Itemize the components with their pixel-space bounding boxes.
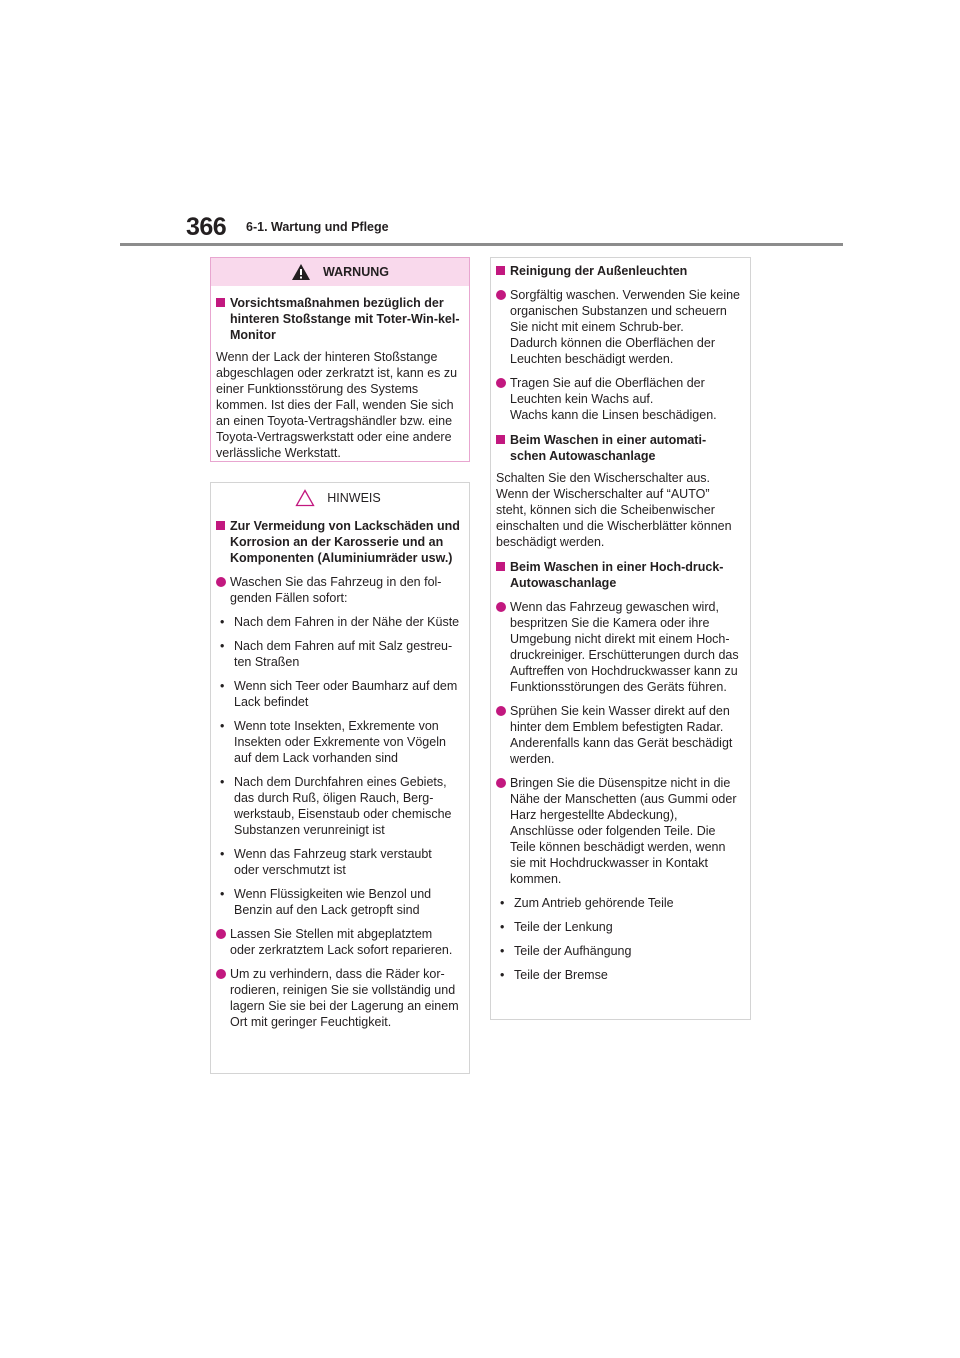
round-bullet-icon <box>496 778 506 788</box>
instruction-bullet: Wenn das Fahrzeug gewaschen wird, bespritzen Sie die Kamera oder ihre Umgebung nicht direkt mit einem Hoch-druckreiniger. Erschütterungen durch das Auftreffen von Hochdruckwasser kann zu Funktionsstörungen des Geräts führen. <box>496 599 741 695</box>
section-heading: Reinigung der Außenleuchten <box>496 263 741 279</box>
notice-label: HINWEIS <box>327 491 381 505</box>
header-divider <box>120 243 843 246</box>
warning-triangle-icon <box>291 263 311 281</box>
sub-list-item: • Nach dem Durchfahren eines Gebiets, das durch Ruß, öligen Rauch, Berg-werkstaub, Eisenstaub oder chemische Substanzen verunreinigt ist <box>220 775 452 837</box>
sub-list-item: • Nach dem Fahren in der Nähe der Küste <box>220 615 460 629</box>
round-bullet-icon <box>496 602 506 612</box>
warning-text: Wenn der Lack der hinteren Stoßstange abgeschlagen oder zerkratzt ist, kann es zu einer Funktionsstörung des Systems kommen. Ist dies der Fall, wenden Sie sich an einen Toyota-Vertragshändler bzw. eine Toyota-Vertragswerkstatt oder eine andere verlässliche Werkstatt. <box>216 350 458 460</box>
warning-heading: Vorsichtsmaßnahmen bezüglich der hinteren Stoßstange mit Toter-Win-kel-Monitor <box>216 295 460 343</box>
round-bullet-icon <box>216 577 226 587</box>
round-bullet-icon <box>216 969 226 979</box>
sub-list-item: • Teile der Aufhängung <box>500 944 632 958</box>
instruction-bullet: Bringen Sie die Düsenspitze nicht in die Nähe der Manschetten (aus Gummi oder Harz hergestellte Abdeckung), Anschlüsse oder folgenden Teile. Die Teile können beschädigt werden, wenn sie mit Hochdruckwasser in Kontakt kommen. <box>496 775 741 887</box>
round-bullet-icon <box>496 706 506 716</box>
section-heading: Beim Waschen in einer automati-schen Autowaschanlage <box>496 432 741 464</box>
warning-header <box>211 258 469 286</box>
round-bullet-icon <box>216 929 226 939</box>
notice-bullet: Lassen Sie Stellen mit abgeplatztem oder zerkratztem Lack sofort reparieren. <box>216 926 460 958</box>
instruction-bullet: Sprühen Sie kein Wasser direkt auf den hinter dem Emblem befestigten Radar. Anderenfalls kann das Gerät beschädigt werden. <box>496 703 741 767</box>
caution-triangle-icon <box>295 489 315 507</box>
sub-list-item: • Zum Antrieb gehörende Teile <box>500 896 674 910</box>
instruction-text: Schalten Sie den Wischerschalter aus. Wenn der Wischerschalter auf “AUTO” steht, können sich die Scheibenwischer einschalten und die Wischerblätter können beschädigt werden. <box>496 471 732 549</box>
notice-heading: Zur Vermeidung von Lackschäden und Korrosion an der Karosserie und an Komponenten (Aluminiumräder usw.) <box>216 518 460 566</box>
square-bullet-icon <box>216 521 225 530</box>
sub-list-item: • Wenn tote Insekten, Exkremente von Insekten oder Exkremente von Vögeln auf dem Lack vorhanden sind <box>220 719 446 765</box>
notice-box <box>210 482 470 1074</box>
sub-list-item: • Wenn sich Teer oder Baumharz auf dem Lack befindet <box>220 679 458 709</box>
notice-bullet: Waschen Sie das Fahrzeug in den fol-genden Fällen sofort: <box>216 574 460 606</box>
sub-list-item: • Wenn Flüssigkeiten wie Benzol und Benzin auf den Lack getropft sind <box>220 887 432 917</box>
instruction-bullet: Tragen Sie auf die Oberflächen der Leuchten kein Wachs auf. Wachs kann die Linsen beschädigen. <box>496 375 741 423</box>
notice-header <box>216 484 460 512</box>
round-bullet-icon <box>496 378 506 388</box>
square-bullet-icon <box>496 266 505 275</box>
round-bullet-icon <box>496 290 506 300</box>
instruction-bullet: Sorgfältig waschen. Verwenden Sie keine organischen Substanzen und scheuern Sie nicht mit einem Schrub-ber. Dadurch können die Oberflächen der Leuchten beschädigt werden. <box>496 287 741 367</box>
page-number: 366 <box>186 213 227 241</box>
section-title: 6-1. Wartung und Pflege <box>246 220 389 234</box>
sub-list-item: • Nach dem Fahren auf mit Salz gestreu-ten Straßen <box>220 639 453 669</box>
square-bullet-icon <box>216 298 225 307</box>
square-bullet-icon <box>496 562 505 571</box>
warning-label: WARNUNG <box>323 265 389 279</box>
care-instructions-box <box>490 257 751 1020</box>
sub-list-item: • Wenn das Fahrzeug stark verstaubt oder verschmutzt ist <box>220 847 432 877</box>
sub-list-item: • Teile der Bremse <box>500 968 608 982</box>
section-heading: Beim Waschen in einer Hoch-druck-Autowaschanlage <box>496 559 741 591</box>
notice-bullet: Um zu verhindern, dass die Räder kor-rodieren, reinigen Sie sie vollständig und lagern Sie sie bei der Lagerung an einem Ort mit geringer Feuchtigkeit. <box>216 966 460 1030</box>
square-bullet-icon <box>496 435 505 444</box>
sub-list-item: • Teile der Lenkung <box>500 920 613 934</box>
warning-box <box>210 257 470 462</box>
